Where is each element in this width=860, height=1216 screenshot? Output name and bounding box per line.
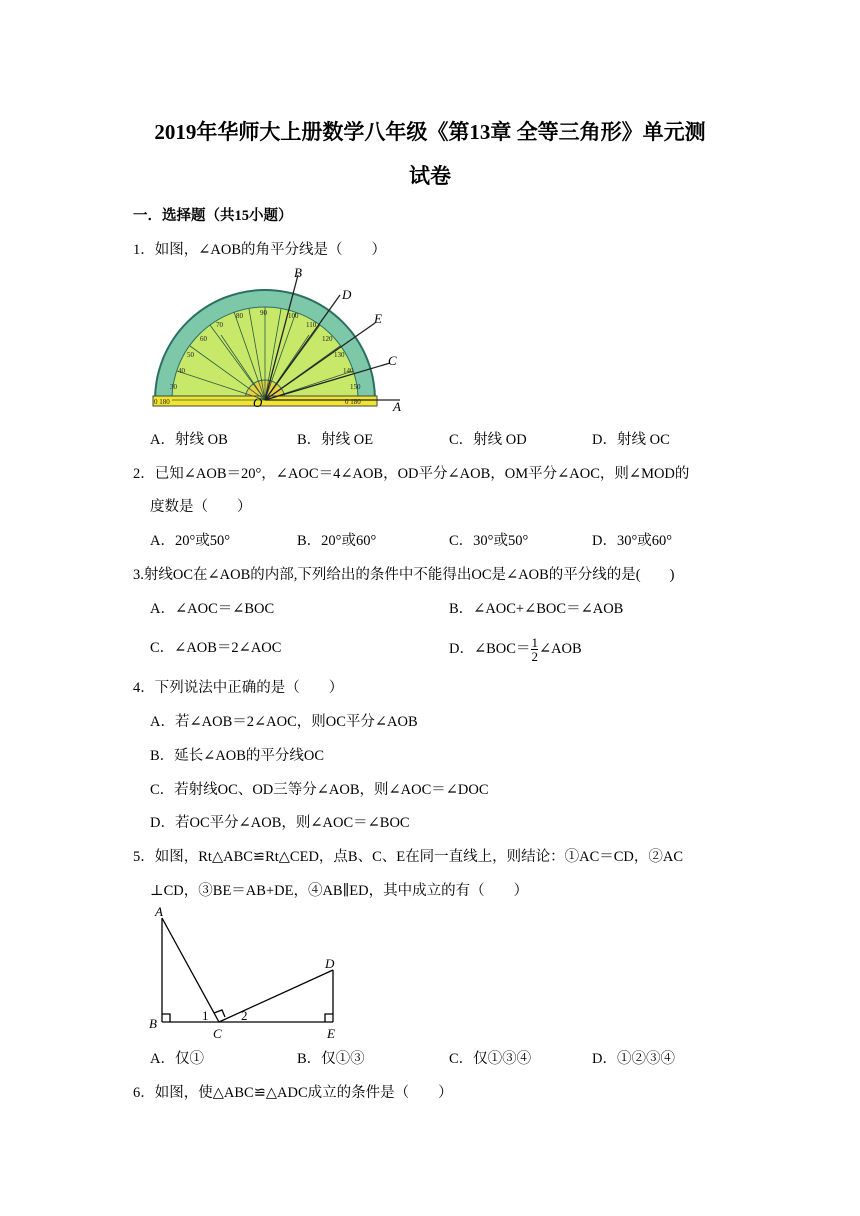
- svg-text:50: 50: [187, 351, 194, 359]
- q5-option-c: C．仅①③④: [449, 1051, 532, 1067]
- svg-text:30: 30: [170, 383, 177, 391]
- label-a: A: [155, 904, 163, 919]
- q2-option-d: D．30°或60°: [592, 533, 673, 549]
- angle-2-label: 2: [241, 1008, 248, 1023]
- q3-option-d-prefix: D．∠BOC＝: [449, 640, 531, 657]
- svg-text:100: 100: [288, 312, 299, 320]
- q3-option-d: [449, 636, 582, 663]
- question-5-stem-line1: 5．如图，Rt△ABC≌Rt△CED，点B、C、E在同一直线上，则结论：①AC＝CD，②AC: [133, 849, 684, 865]
- fraction-one-half: [531, 636, 538, 663]
- label-e: E: [374, 311, 382, 326]
- label-d: D: [325, 956, 335, 971]
- label-a: A: [393, 399, 401, 414]
- q5-option-d: D．①②③④: [592, 1051, 675, 1067]
- fraction-numerator: 1: [531, 635, 538, 650]
- q3-option-b: B．∠AOC+∠BOC＝∠AOB: [449, 601, 624, 617]
- question-1-stem: 1．如图，∠AOB的角平分线是（ ）: [133, 242, 387, 258]
- q1-option-d: D．射线 OC: [592, 432, 670, 448]
- q5-option-b: B．仅①③: [297, 1051, 365, 1067]
- question-4-stem: 4．下列说法中正确的是（ ）: [133, 680, 344, 696]
- label-b: B: [149, 1016, 157, 1031]
- protractor-figure: [150, 265, 410, 415]
- q1-option-a: A．射线 OB: [150, 432, 228, 448]
- question-2-stem-line2: 度数是（ ）: [150, 499, 252, 515]
- label-c: C: [388, 353, 397, 368]
- q2-option-b: B．20°或60°: [297, 533, 377, 549]
- q2-option-c: C．30°或50°: [449, 533, 529, 549]
- q1-option-c: C．射线 OD: [449, 432, 527, 448]
- svg-text:80: 80: [236, 312, 243, 320]
- fraction-denominator: 2: [531, 649, 538, 664]
- svg-text:120: 120: [322, 335, 333, 343]
- svg-text:60: 60: [200, 335, 207, 343]
- q3-option-d-suffix: ∠AOB: [538, 640, 582, 657]
- label-b: B: [294, 265, 302, 280]
- question-3-stem: 3.射线OC在∠AOB的内部,下列给出的条件中不能得出OC是∠AOB的平分线的是( ): [133, 567, 675, 583]
- svg-text:150: 150: [350, 383, 361, 391]
- section-heading: 一．选择题（共15小题）: [133, 208, 293, 224]
- svg-text:0 180: 0 180: [154, 398, 170, 406]
- label-c: C: [213, 1026, 222, 1040]
- triangle-figure: [145, 900, 355, 1040]
- page-title-line1: 2019年华师大上册数学八年级《第13章 全等三角形》单元测: [154, 120, 706, 144]
- svg-text:110: 110: [306, 321, 317, 329]
- q4-option-c: C．若射线OC、OD三等分∠AOB，则∠AOC＝∠DOC: [150, 782, 489, 798]
- q3-option-c: C．∠AOB＝2∠AOC: [150, 640, 282, 656]
- label-o: O: [253, 395, 263, 410]
- svg-text:0 180: 0 180: [345, 398, 361, 406]
- label-e: E: [327, 1026, 335, 1040]
- svg-text:140: 140: [343, 367, 354, 375]
- q4-option-d: D．若OC平分∠AOB，则∠AOC＝∠BOC: [150, 815, 410, 831]
- question-5-stem-line2: ⊥CD，③BE＝AB+DE，④AB∥ED，其中成立的有（ ）: [150, 883, 529, 899]
- q5-option-a: A．仅①: [150, 1051, 204, 1067]
- label-d: D: [342, 287, 352, 302]
- svg-text:70: 70: [216, 321, 223, 329]
- q3-option-a: A．∠AOC＝∠BOC: [150, 601, 275, 617]
- q1-option-b: B．射线 OE: [297, 432, 374, 448]
- svg-text:90: 90: [260, 309, 267, 317]
- question-6-stem: 6．如图，使△ABC≌△ADC成立的条件是（ ）: [133, 1085, 453, 1101]
- question-2-stem-line1: 2．已知∠AOB＝20°，∠AOC＝4∠AOB，OD平分∠AOB，OM平分∠AOC，则∠MOD的: [133, 466, 690, 482]
- page-title-line2: 试卷: [409, 164, 451, 188]
- q4-option-a: A．若∠AOB＝2∠AOC，则OC平分∠AOB: [150, 714, 418, 730]
- svg-text:130: 130: [334, 351, 345, 359]
- angle-1-label: 1: [202, 1008, 209, 1023]
- svg-text:40: 40: [178, 367, 185, 375]
- q2-option-a: A．20°或50°: [150, 533, 231, 549]
- q4-option-b: B．延长∠AOB的平分线OC: [150, 748, 325, 764]
